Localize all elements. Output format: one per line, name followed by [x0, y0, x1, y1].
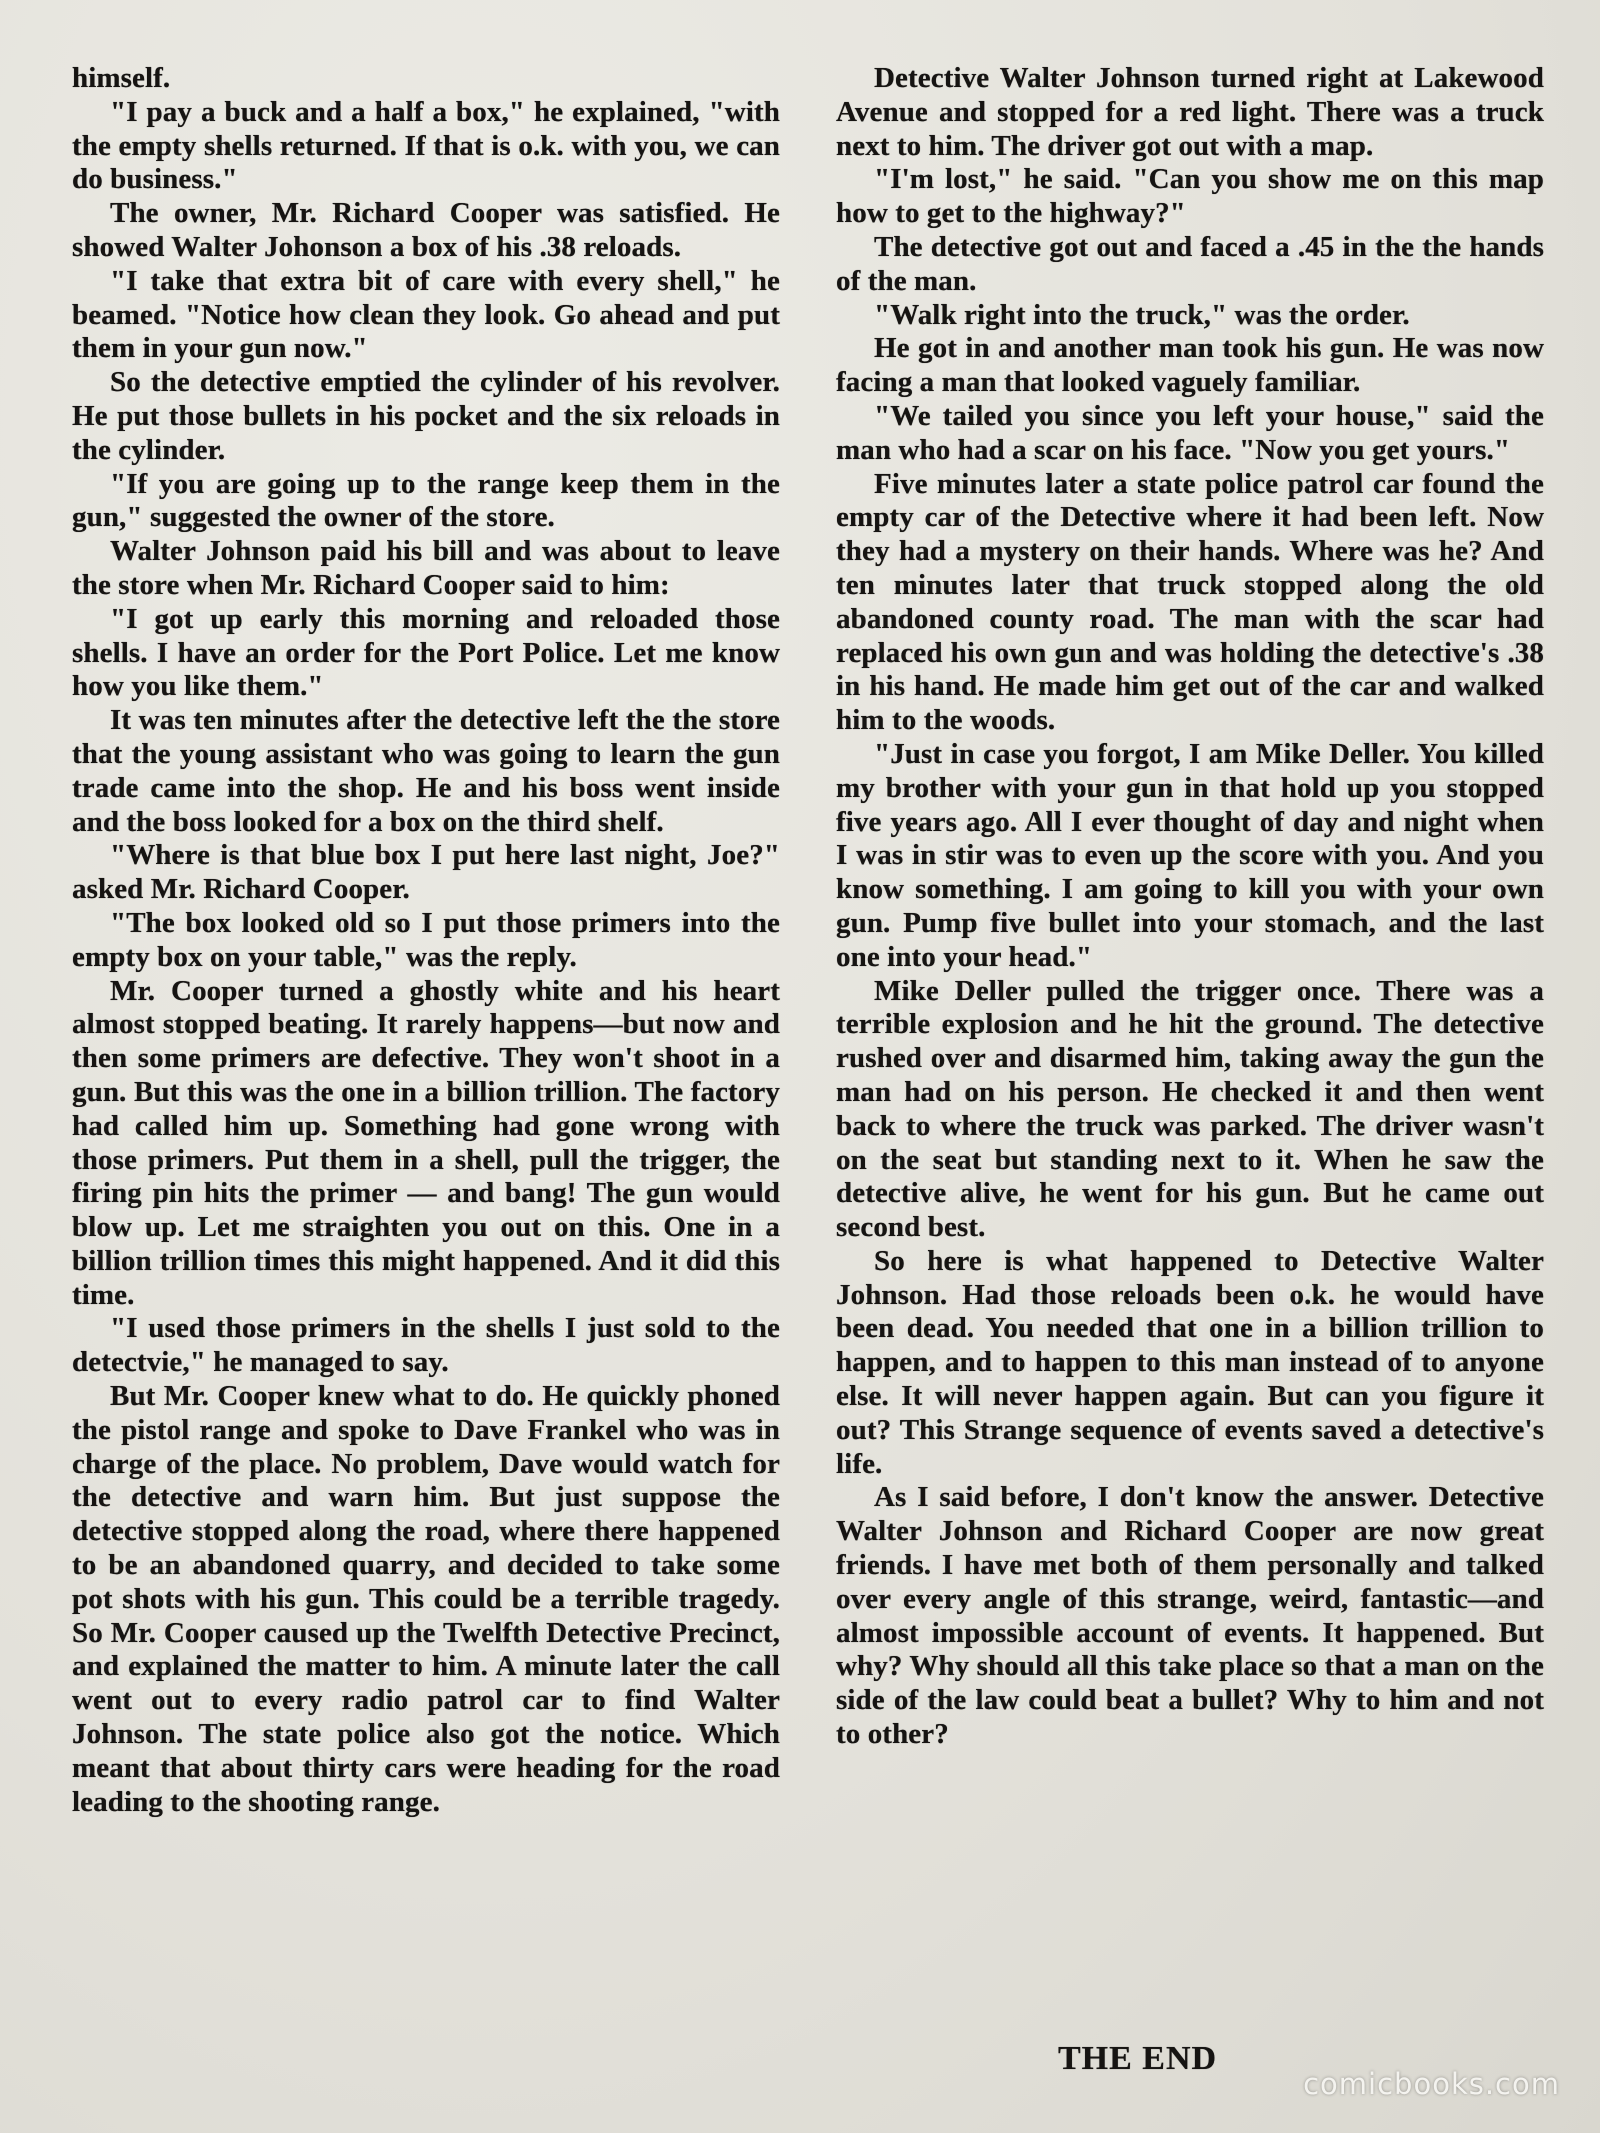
paragraph: "If you are going up to the range keep them in the gun," suggested the owner of the store.	[72, 467, 780, 534]
paragraph: The owner, Mr. Richard Cooper was satisfied. He showed Walter Johonson a box of his .38 reloads.	[72, 197, 780, 263]
paragraph: "I got up early this morning and reloaded those shells. I have an order for the Port Police. Let me know how you like them."	[72, 602, 780, 703]
paragraph: Mike Deller pulled the trigger once. There was a terrible explosion and he hit the ground. The detective rushed over and disarmed him, taking away the gun the man had on his person. He checked it and then went back to where the truck was parked. The driver wasn't on the seat but standing next to it. When he saw the detective alive, he went for his gun. But he came out second best.	[836, 974, 1544, 1244]
paragraph: "We tailed you since you left your house," said the man who had a scar on his face. "Now you get yours."	[836, 399, 1544, 466]
story-page	[72, 62, 1550, 2082]
paragraph: "I'm lost," he said. "Can you show me on this map how to get to the highway?"	[836, 163, 1544, 230]
right-column	[836, 62, 1544, 1752]
paragraph: "Where is that blue box I put here last night, Joe?" asked Mr. Richard Cooper.	[72, 839, 780, 906]
left-column	[72, 62, 780, 1819]
paragraph: But Mr. Cooper knew what to do. He quickly phoned the pistol range and spoke to Dave Frankel who was in charge of the place. No problem, Dave would watch for the detective and warn him. But just suppose the detective stopped along the road, where there happened to be an abandoned quarry, and decided to take some pot shots with his gun. This could be a terrible tragedy. So Mr. Cooper caused up the Twelfth Detective Precinct, and explained the matter to him. A minute later the call went out to every radio patrol car to find Walter Johnson. The state police also got the notice. Which meant that about thirty cars were heading for the road leading to the shooting range.	[72, 1380, 780, 1818]
paragraph: Five minutes later a state police patrol car found the empty car of the Detective where it had been left. Now they had a mystery on their hands. Where was he? And ten minutes later that truck stopped along the old abandoned county road. The man with the scar had replaced his own gun and was holding the detective's .38 in his hand. He made him get out of the car and walked him to the woods.	[836, 467, 1544, 737]
paragraph: Mr. Cooper turned a ghostly white and his heart almost stopped beating. It rarely happens—but now and then some primers are defective. They won't shoot in a gun. But this was the one in a billion trillion. The factory had called him up. Something had gone wrong with those primers. Put them in a shell, pull the trigger, the firing pin hits the primer — and bang! The gun would blow up. Let me straighten you out on this. One in a billion trillion times this might happened. And it did this time.	[72, 974, 780, 1311]
paragraph: "I pay a buck and a half a box," he explained, "with the empty shells returned. If that is o.k. with you, we can do business."	[72, 95, 780, 196]
paragraph: "Just in case you forgot, I am Mike Deller. You killed my brother with your gun in that hold up you stopped five years ago. All I ever thought of day and night when I was in stir was to even up the score with you. And you know something. I am going to kill you with your own gun. Pump five bullet into your stomach, and the last one into your head."	[836, 737, 1544, 973]
paragraph: "The box looked old so I put those primers into the empty box on your table," was the reply.	[72, 906, 780, 973]
paragraph: So here is what happened to Detective Walter Johnson. Had those reloads been o.k. he would have been dead. You needed that one in a billion trillion to happen, and to happen to this man instead of to anyone else. It will never happen again. But can you figure it out? This Strange sequence of events saved a detective's life.	[836, 1244, 1544, 1480]
paragraph: Walter Johnson paid his bill and was about to leave the store when Mr. Richard Cooper said to him:	[72, 535, 780, 601]
paragraph: "I used those primers in the shells I just sold to the detectvie," he managed to say.	[72, 1312, 780, 1379]
paragraph: "I take that extra bit of care with every shell," he beamed. "Notice how clean they look. Go ahead and put them in your gun now."	[72, 264, 780, 365]
watermark: comicbooks.com	[1303, 2067, 1560, 2101]
paragraph: The detective got out and faced a .45 in the the hands of the man.	[836, 230, 1544, 297]
paragraph: It was ten minutes after the detective left the the store that the young assistant who was going to learn the gun trade came into the shop. He and his boss went inside and the boss looked for a box on the third shelf.	[72, 704, 780, 838]
the-end-label: THE END	[1058, 2040, 1218, 2077]
paragraph: So the detective emptied the cylinder of his revolver. He put those bullets in his pocket and the six reloads in the cylinder.	[72, 366, 780, 466]
paragraph: himself.	[72, 62, 171, 94]
paragraph: He got in and another man took his gun. He was now facing a man that looked vaguely familiar.	[836, 332, 1544, 399]
paragraph: "Walk right into the truck," was the order.	[874, 298, 1410, 331]
paragraph: As I said before, I don't know the answer. Detective Walter Johnson and Richard Cooper are now great friends. I have met both of them personally and talked over every angle of this strange, weird, fantastic—and almost impossible account of events. It happened. But why? Why should all this take place so that a man on the side of the law could beat a bullet? Why to him and not to other?	[836, 1481, 1544, 1751]
paragraph: Detective Walter Johnson turned right at Lakewood Avenue and stopped for a red light. There was a truck next to him. The driver got out with a map.	[836, 62, 1544, 162]
